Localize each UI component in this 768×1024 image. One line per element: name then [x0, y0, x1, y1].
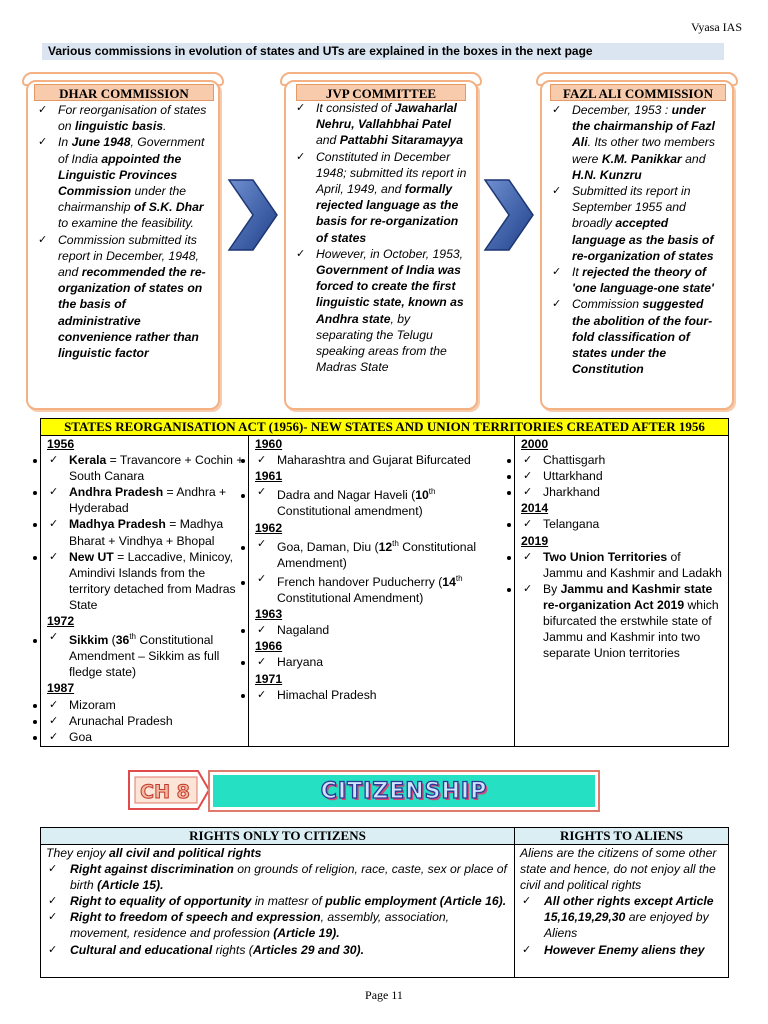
year-list — [255, 484, 510, 519]
citizens-intro: They enjoy all civil and political rights — [46, 846, 262, 860]
list-item: ✓ However, in October, 1953, Government of India was forced to create the first linguistic state, known as Andhra state, by separating the Telugu speaking areas from the Madras State — [294, 246, 468, 376]
list-item: ✓ • Madhya Pradesh = Madhya Bharat + Vindhya + Bhopal — [47, 516, 244, 548]
chevron-right-icon — [483, 178, 535, 252]
year-list — [47, 629, 244, 680]
rights-table — [40, 827, 729, 978]
year-list — [521, 516, 724, 532]
year-heading: 1972 — [47, 614, 75, 629]
list-item: ✓ • Haryana — [255, 654, 510, 670]
list-item: ✓ • Goa — [47, 729, 244, 745]
list-item: ✓ • Kerala = Travancore + Cochin + South Canara — [47, 452, 244, 484]
year-heading: 1966 — [255, 639, 283, 654]
list-item: ✓ Commission submitted its report in December, 1948, and recommended the re-organization of states on the basis of administrative convenience rather than linguistic factor — [36, 232, 210, 362]
chapter-title: CITIZENSHIP — [320, 779, 488, 804]
act-column-1 — [41, 436, 249, 746]
year-heading: 1963 — [255, 607, 283, 622]
list-item: ✓ • Right to equality of opportunity in mattesr of public employment (Article 16). — [46, 893, 510, 909]
year-heading: 1971 — [255, 671, 283, 686]
chevron-right-icon — [227, 178, 279, 252]
rights-citizens-cell — [41, 845, 515, 977]
list-item: ✓ • New UT = Laccadive, Minicoy, Amindivi Islands from the territory detached from Madras State — [47, 549, 244, 613]
jvp-list — [294, 100, 468, 375]
year-heading: 1960 — [255, 437, 283, 451]
list-item: ✓ • All other rights except Article 15,16,19,29,30 are enjoyed by Aliens — [520, 893, 724, 941]
list-item: ✓ • Andhra Pradesh = Andhra + Hyderabad — [47, 484, 244, 516]
chapter-badge-label: CH 8 — [140, 781, 190, 803]
chapter-badge — [128, 770, 210, 810]
rights-citizens-header: RIGHTS ONLY TO CITIZENS — [41, 828, 515, 844]
year-list — [521, 549, 724, 662]
dhar-title: DHAR COMMISSION — [34, 84, 214, 101]
list-item: ✓ • Arunachal Pradesh — [47, 713, 244, 729]
list-item: ✓ It consisted of Jawaharlal Nehru, Vallahbhai Patel and Pattabhi Sitaramayya — [294, 100, 468, 149]
dhar-commission-box — [26, 80, 220, 410]
list-item: ✓ December, 1953 : under the chairmanship of Fazl Ali. Its other two members were K.M. Panikkar and H.N. Kunzru — [550, 102, 724, 183]
aliens-rights-list — [520, 893, 724, 957]
states-reorganisation-table — [40, 418, 729, 747]
fazl-title: FAZL ALI COMMISSION — [550, 84, 726, 101]
intro-banner: Various commissions in evolution of states and UTs are explained in the boxes in the next page — [42, 43, 724, 60]
year-heading: 1987 — [47, 681, 75, 696]
year-heading: 1962 — [255, 520, 283, 535]
list-item: ✓ • Uttarkhand — [521, 468, 724, 484]
year-list — [255, 622, 510, 638]
rights-aliens-header: RIGHTS TO ALIENS — [559, 828, 684, 843]
chapter-title-banner — [208, 770, 600, 812]
year-list — [255, 687, 510, 703]
list-item: ✓ • By Jammu and Kashmir state re-organization Act 2019 which bifurcated the erstwhile state of Jammu and Kashmir into two separate Union territories — [521, 581, 724, 661]
list-item: ✓ • Goa, Daman, Diu (12th Constitutional Amendment) — [255, 536, 510, 571]
dhar-list — [36, 102, 210, 361]
page-number: Page 11 — [365, 988, 403, 1002]
list-item: ✓ • Maharashtra and Gujarat Bifurcated — [255, 452, 510, 468]
year-list — [47, 697, 244, 745]
year-heading: 2000 — [521, 437, 549, 451]
list-item: ✓ • Right against discrimination on grounds of religion, race, caste, sex or place of birth (Article 15). — [46, 861, 510, 893]
year-heading: 2019 — [521, 533, 549, 548]
list-item: ✓ Constituted in December 1948; submitted its report in April, 1949, and formally rejected language as the basis for re-organization of states — [294, 149, 468, 246]
year-heading: 1956 — [47, 437, 75, 451]
act-column-3 — [515, 436, 728, 746]
list-item: ✓ In June 1948, Government of India appointed the Linguistic Provinces Commission under the chairmanship of S.K. Dhar to examine the feasibility. — [36, 134, 210, 231]
jvp-title: JVP COMMITTEE — [296, 84, 466, 101]
list-item: ✓ Submitted its report in September 1955 and broadly accepted language as the basis of re-organization of states — [550, 183, 724, 264]
fazl-list — [550, 102, 724, 377]
list-item: ✓ • Telangana — [521, 516, 724, 532]
brand-header: Vyasa IAS — [691, 20, 742, 34]
list-item: ✓ • Chattisgarh — [521, 452, 724, 468]
fazl-ali-commission-box — [540, 80, 734, 410]
list-item: ✓ • Sikkim (36th Constitutional Amendment – Sikkim as full fledge state) — [47, 629, 244, 680]
list-item: ✓ • Two Union Territories of Jammu and Kashmir and Ladakh — [521, 549, 724, 581]
list-item: ✓ Commission suggested the abolition of the four-fold classification of states under the Constitution — [550, 296, 724, 377]
list-item: ✓ • However Enemy aliens they — [520, 942, 724, 958]
jvp-committee-box — [284, 80, 478, 410]
year-list — [255, 536, 510, 607]
year-list — [521, 452, 724, 500]
list-item: ✓ For reorganisation of states on linguistic basis. — [36, 102, 210, 134]
list-item: ✓ • Jharkhand — [521, 484, 724, 500]
list-item: ✓ • Himachal Pradesh — [255, 687, 510, 703]
year-heading: 2014 — [521, 501, 549, 516]
act-table-title: STATES REORGANISATION ACT (1956)- NEW STATES AND UNION TERRITORIES CREATED AFTER 1956 — [41, 419, 728, 436]
act-column-2 — [249, 436, 515, 746]
list-item: ✓ It rejected the theory of 'one language-one state' — [550, 264, 724, 296]
rights-aliens-cell — [515, 845, 728, 977]
list-item: ✓ • Right to freedom of speech and expression, assembly, association, movement, residence and profession (Article 19). — [46, 909, 510, 941]
list-item: ✓ • Mizoram — [47, 697, 244, 713]
citizens-rights-list — [46, 861, 510, 958]
year-list — [255, 654, 510, 670]
year-heading: 1961 — [255, 469, 283, 484]
list-item: ✓ • Nagaland — [255, 622, 510, 638]
list-item: ✓ • French handover Puducherry (14th Constitutional Amendment) — [255, 571, 510, 606]
list-item: ✓ • Cultural and educational rights (Articles 29 and 30). — [46, 942, 510, 958]
year-list — [255, 452, 510, 468]
aliens-intro: Aliens are the citizens of some other state and hence, do not enjoy all the civil and political rights — [520, 846, 717, 893]
list-item: ✓ • Dadra and Nagar Haveli (10th Constitutional amendment) — [255, 484, 510, 519]
year-list — [47, 452, 244, 613]
